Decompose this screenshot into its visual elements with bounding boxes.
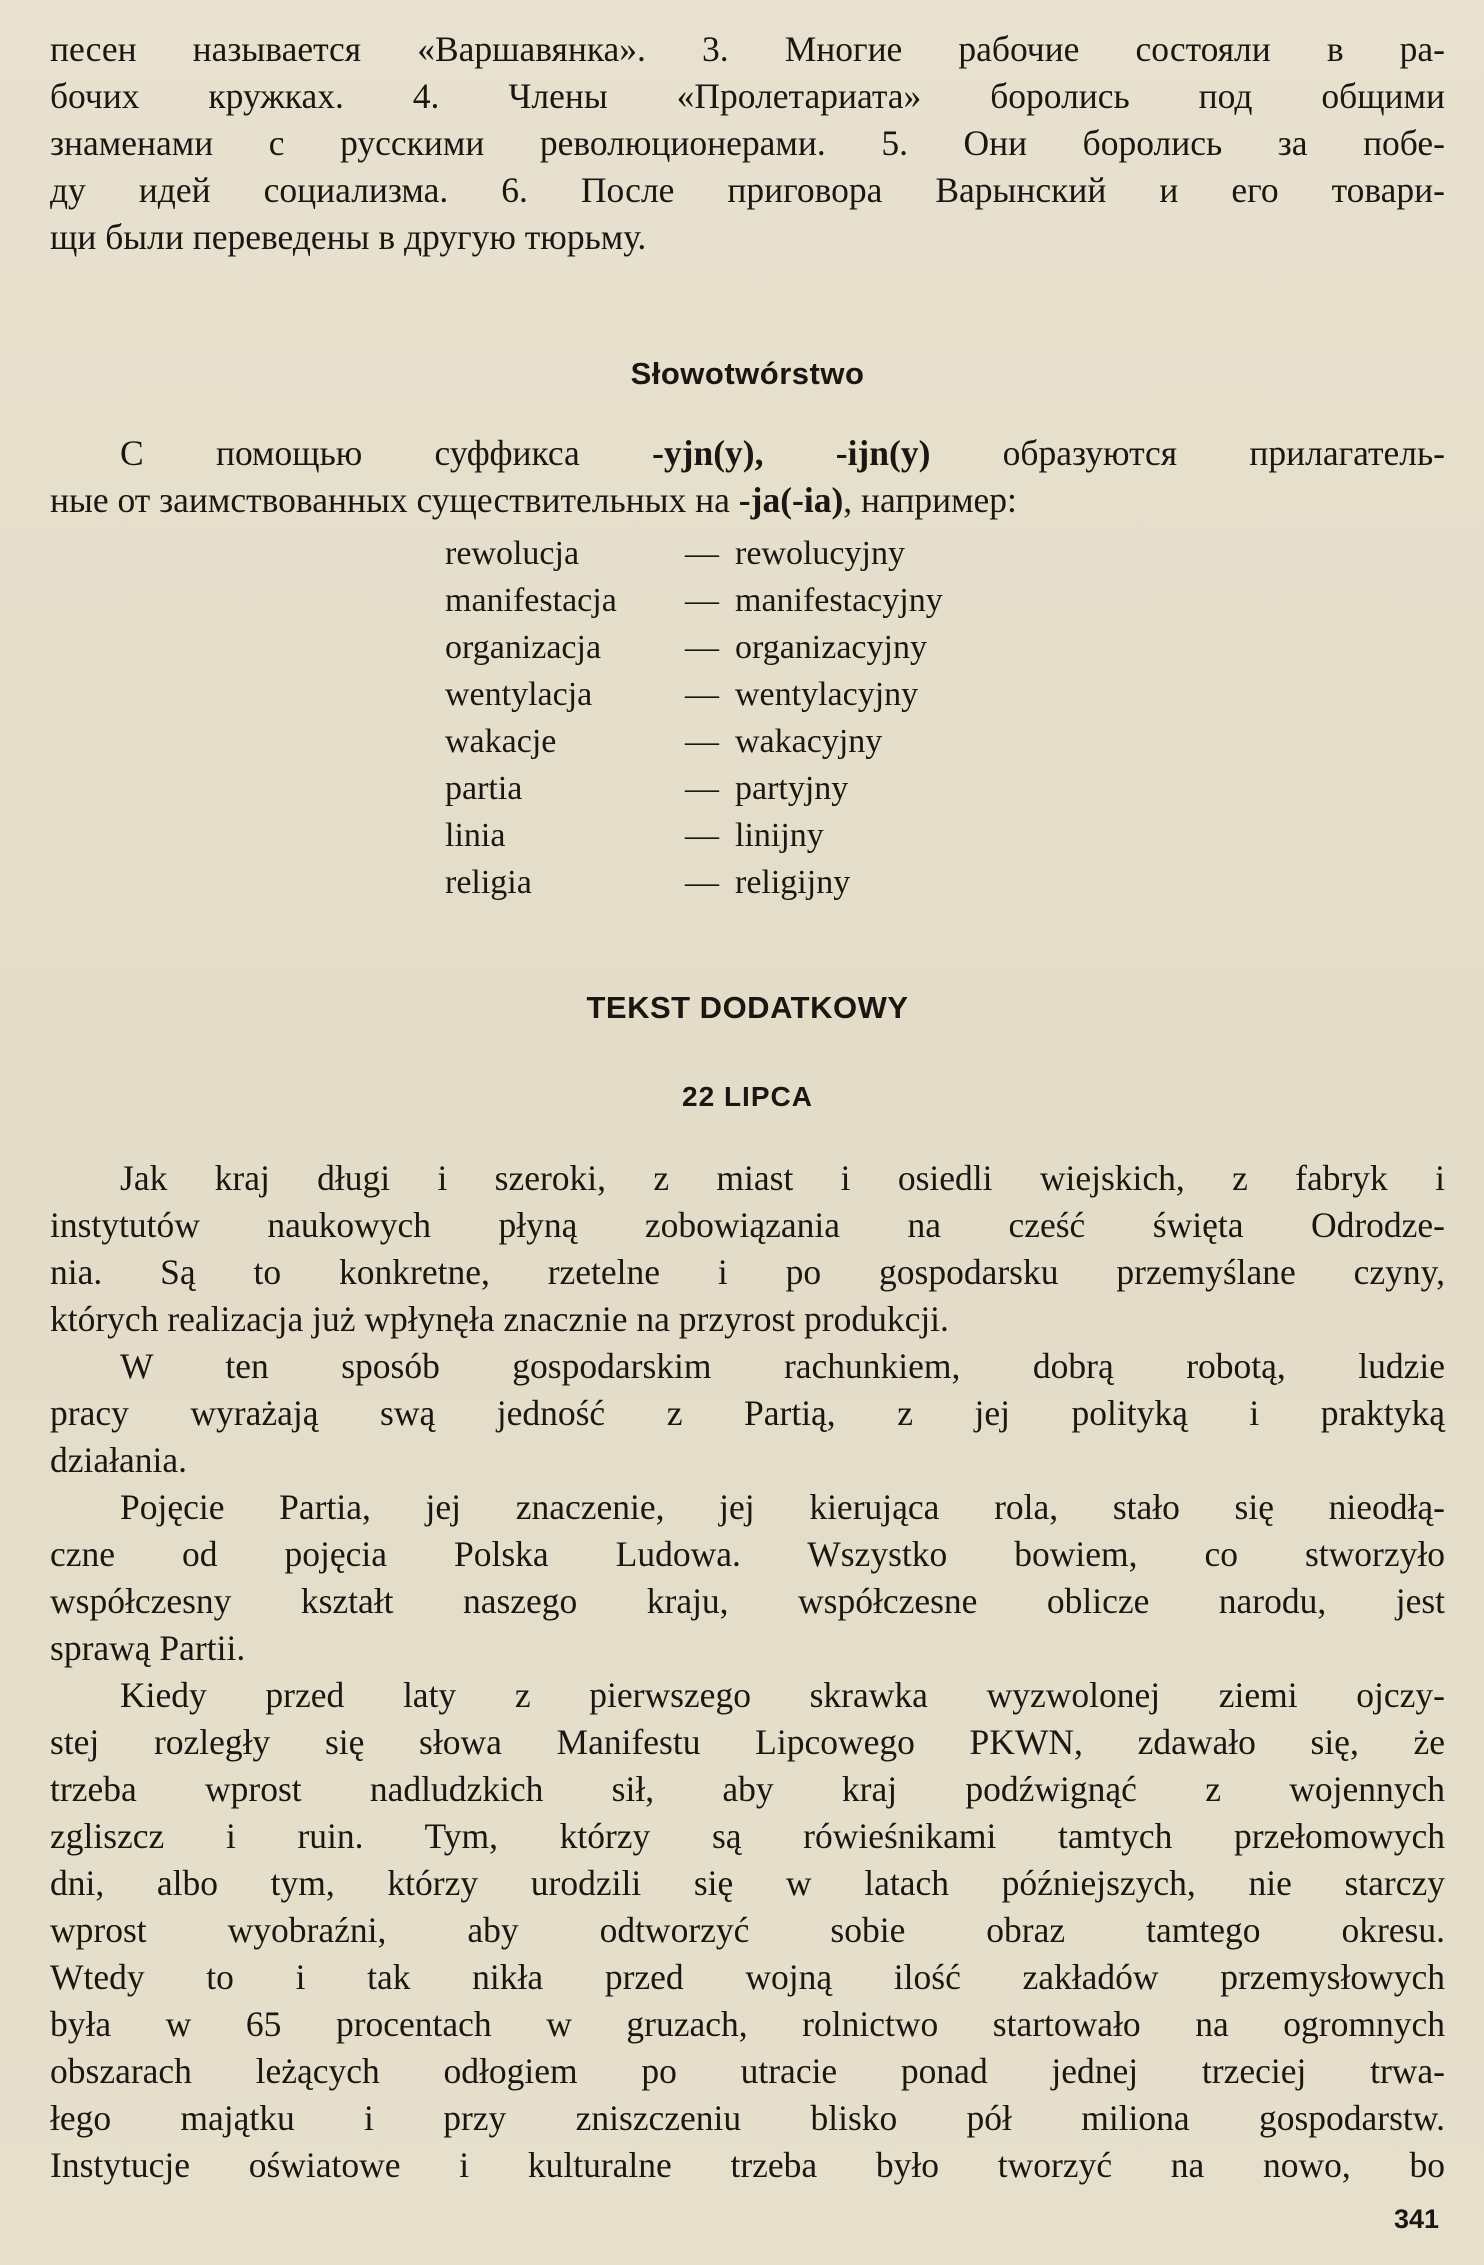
adjective: organizacyjny <box>735 629 927 666</box>
intro-line: ду идей социализма. 6. После приговора Варынский и его товари- <box>50 170 1445 210</box>
dash: — <box>685 582 719 619</box>
paragraph <box>50 1672 1445 2189</box>
adjective: manifestacyjny <box>735 582 943 619</box>
dash: — <box>685 817 719 854</box>
adjective: rewolucyjny <box>735 535 905 572</box>
text-line: których realizacja już wpłynęła znacznie na przyrost produkcji. <box>50 1299 949 1339</box>
rule-text: ные от заимствованных существительных на <box>50 480 739 520</box>
paragraph <box>50 1155 1445 1343</box>
adjective: wakacyjny <box>735 723 883 760</box>
suffix-yjn: -yjn(y), -ijn(y) <box>652 433 931 473</box>
additional-text-title: TEKST DODATKOWY <box>586 990 909 1025</box>
text-line: W ten sposób gospodarskim rachunkiem, dobrą robotą, ludzie <box>120 1346 1445 1386</box>
word-pair <box>445 765 943 812</box>
dash: — <box>685 770 719 807</box>
dash: — <box>685 629 719 666</box>
intro-paragraph <box>50 26 1445 261</box>
noun: rewolucja <box>445 535 580 572</box>
text-line: trzeba wprost nadludzkich sił, aby kraj podźwignąć z wojennych <box>50 1769 1445 1809</box>
noun: wentylacja <box>445 676 593 713</box>
text-line: Instytucje oświatowe i kulturalne trzeba było tworzyć na nowo, bo <box>50 2145 1445 2185</box>
text-line: obszarach leżących odłogiem po utracie ponad jednej trzeciej trwa- <box>50 2051 1445 2091</box>
word-pair <box>445 577 943 624</box>
rule-text: С помощью суффикса <box>120 433 653 473</box>
text-line: wprost wyobraźni, aby odtworzyć sobie obraz tamtego okresu. <box>50 1910 1445 1950</box>
noun: partia <box>445 770 523 807</box>
adjective: linijny <box>735 817 824 854</box>
word-pair <box>445 859 943 906</box>
adjective: wentylacyjny <box>735 676 919 713</box>
text-column <box>50 26 1445 524</box>
text-line: Pojęcie Partia, jej znaczenie, jej kierująca rola, stało się nieodłą- <box>120 1487 1445 1527</box>
text-line: sprawą Partii. <box>50 1628 246 1668</box>
text-line: zgliszcz i ruin. Tym, którzy są rówieśnikami tamtych przełomowych <box>50 1816 1445 1856</box>
word-pair <box>445 812 943 859</box>
dash: — <box>685 723 719 760</box>
text-line: instytutów naukowych płyną zobowiązania na cześć święta Odrodze- <box>50 1205 1445 1245</box>
word-pair <box>445 718 943 765</box>
word-pair <box>445 671 943 718</box>
text-line: dni, albo tym, którzy urodzili się w latach późniejszych, nie starczy <box>50 1863 1445 1903</box>
text-line: czne od pojęcia Polska Ludowa. Wszystko bowiem, co stworzyło <box>50 1534 1445 1574</box>
text-line: działania. <box>50 1440 187 1480</box>
text-line: współczesny kształt naszego kraju, współczesne oblicze narodu, jest <box>50 1581 1445 1621</box>
text-line: była w 65 procentach w gruzach, rolnictwo startowało na ogromnych <box>50 2004 1445 2044</box>
paragraph <box>50 1343 1445 1484</box>
noun: religia <box>445 864 532 901</box>
text-line: Jak kraj długi i szeroki, z miast i osiedli wiejskich, z fabryk i <box>120 1158 1445 1198</box>
text-line: Kiedy przed laty z pierwszego skrawka wyzwolonej ziemi ojczy- <box>120 1675 1445 1715</box>
rule-line <box>50 430 1445 477</box>
word-list <box>445 530 943 906</box>
rule-line <box>50 477 1445 524</box>
adjective: partyjny <box>735 770 849 807</box>
noun: linia <box>445 817 506 854</box>
adjective: religijny <box>735 864 851 901</box>
word-pair <box>445 624 943 671</box>
intro-line: знаменами с русскими революционерами. 5. Они боролись за побе- <box>50 123 1445 163</box>
additional-text-subtitle: 22 LIPCA <box>682 1081 813 1112</box>
page-number: 341 <box>1393 2204 1439 2234</box>
intro-line: бочих кружках. 4. Члены «Пролетариата» боролись под общими <box>50 76 1445 116</box>
rule-text: образуются прилагатель- <box>930 433 1445 473</box>
text-line: Wtedy to i tak nikła przed wojną ilość zakładów przemysłowych <box>50 1957 1445 1997</box>
dash: — <box>685 864 719 901</box>
text-line: nia. Są to konkretne, rzetelne i po gospodarsku przemyślane czyny, <box>50 1252 1445 1292</box>
dash: — <box>685 676 719 713</box>
text-line: łego majątku i przy zniszczeniu blisko pół miliona gospodarstw. <box>50 2098 1445 2138</box>
text-line: pracy wyrażają swą jedność z Partią, z jej polityką i praktyką <box>50 1393 1445 1433</box>
intro-line: щи были переведены в другую тюрьму. <box>50 217 647 257</box>
intro-line: песен называется «Варшавянка». 3. Многие рабочие состояли в ра- <box>50 29 1445 69</box>
noun: manifestacja <box>445 582 617 619</box>
rule-text: , например: <box>843 480 1017 520</box>
dash: — <box>685 535 719 572</box>
rule-paragraph <box>50 430 1445 524</box>
suffix-ja: -ja(-ia) <box>738 480 844 520</box>
section-title: Słowotwórstwo <box>630 356 865 391</box>
additional-text-column <box>50 990 1445 2189</box>
text-line: stej rozległy się słowa Manifestu Lipcowego PKWN, zdawało się, że <box>50 1722 1445 1762</box>
noun: organizacja <box>445 629 602 666</box>
paragraph <box>50 1484 1445 1672</box>
noun: wakacje <box>445 723 557 760</box>
word-pair <box>445 530 943 577</box>
